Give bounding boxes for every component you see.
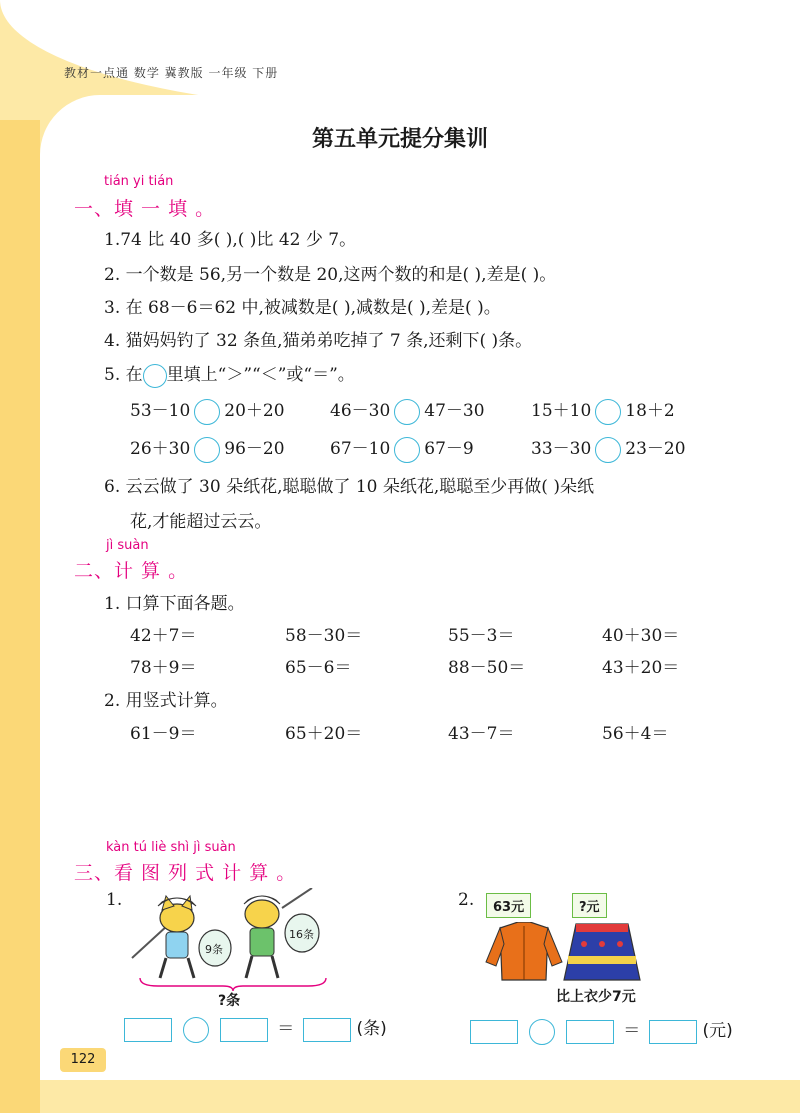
calc-item: 61－9＝ bbox=[130, 724, 197, 744]
fill-q3: 3. 在 68－6＝62 中,被减数是( ),减数是( ),差是( )。 bbox=[104, 298, 501, 318]
calc-item: 40＋30＝ bbox=[602, 626, 680, 646]
compare-item: 46－30 47－30 bbox=[330, 396, 485, 425]
compare-circle[interactable] bbox=[194, 399, 220, 425]
section1-title: 一、填 一 填 。 bbox=[74, 198, 216, 220]
calc-item: 43＋20＝ bbox=[602, 658, 680, 678]
pic-problem2-number: 2. bbox=[458, 890, 475, 910]
calc-item: 78＋9＝ bbox=[130, 658, 197, 678]
calc-item: 42＋7＝ bbox=[130, 626, 197, 646]
compare-circle[interactable] bbox=[394, 399, 420, 425]
comparison-note: 比上衣少7元 bbox=[556, 989, 636, 1005]
calc-item: 65＋20＝ bbox=[285, 724, 363, 744]
answer-box[interactable] bbox=[303, 1018, 351, 1042]
compare-item: 53－10 20＋20 bbox=[130, 396, 285, 425]
equation-row-2 bbox=[470, 1016, 733, 1045]
book-header: 教材一点通 数学 冀教版 一年级 下册 bbox=[64, 66, 279, 80]
section3-pinyin: kàn tú liè shì jì suàn bbox=[106, 840, 236, 855]
compare-item: 26＋30 96－20 bbox=[130, 434, 285, 463]
answer-box[interactable] bbox=[566, 1020, 614, 1044]
fill-q5 bbox=[104, 360, 355, 388]
calc-q2: 2. 用竖式计算。 bbox=[104, 691, 228, 711]
calc-item: 56＋4＝ bbox=[602, 724, 669, 744]
equation-row-1 bbox=[124, 1014, 387, 1043]
answer-box[interactable] bbox=[124, 1018, 172, 1042]
compare-circle-sample bbox=[143, 364, 167, 388]
jacket-skirt-illustration bbox=[480, 922, 660, 984]
section2-pinyin: jì suàn bbox=[106, 538, 149, 553]
price-tag-jacket: 63元 bbox=[486, 893, 531, 918]
pic-problem1-number: 1. bbox=[106, 890, 123, 910]
section1-pinyin: tián yi tián bbox=[104, 174, 174, 189]
compare-circle[interactable] bbox=[394, 437, 420, 463]
page-number: 122 bbox=[60, 1048, 106, 1072]
compare-item: 67－10 67－9 bbox=[330, 434, 474, 463]
cats-fishing-illustration bbox=[122, 888, 332, 988]
operator-circle[interactable] bbox=[183, 1017, 209, 1043]
compare-item: 33－30 23－20 bbox=[531, 434, 686, 463]
answer-box[interactable] bbox=[649, 1020, 697, 1044]
fill-q5-prefix: 5. 在 bbox=[104, 365, 143, 385]
fill-q4: 4. 猫妈妈钓了 32 条鱼,猫弟弟吃掉了 7 条,还剩下( )条。 bbox=[104, 331, 533, 351]
calc-item: 55－3＝ bbox=[448, 626, 515, 646]
bag2-label: 16条 bbox=[289, 928, 314, 941]
calc-item: 88－50＝ bbox=[448, 658, 526, 678]
compare-item: 15＋10 18＋2 bbox=[531, 396, 675, 425]
section2-title: 二、计 算 。 bbox=[74, 560, 189, 582]
unit-label: (条) bbox=[356, 1019, 387, 1039]
bag1-label: 9条 bbox=[205, 943, 223, 956]
operator-circle[interactable] bbox=[529, 1019, 555, 1045]
calc-item: 43－7＝ bbox=[448, 724, 515, 744]
equals-sign: ＝ bbox=[277, 1019, 295, 1039]
answer-box[interactable] bbox=[470, 1020, 518, 1044]
compare-circle[interactable] bbox=[595, 437, 621, 463]
fill-q6-line2: 花,才能超过云云。 bbox=[130, 512, 272, 532]
brace-label: ?条 bbox=[218, 993, 241, 1009]
fill-q1: 1.74 比 40 多( ),( )比 42 少 7。 bbox=[104, 230, 357, 250]
price-tag-skirt: ?元 bbox=[572, 893, 607, 918]
unit-label: (元) bbox=[702, 1021, 733, 1041]
calc-item: 65－6＝ bbox=[285, 658, 352, 678]
side-band bbox=[0, 120, 40, 1113]
calc-item: 58－30＝ bbox=[285, 626, 363, 646]
compare-circle[interactable] bbox=[595, 399, 621, 425]
top-curve bbox=[0, 0, 800, 110]
calc-q1: 1. 口算下面各题。 bbox=[104, 594, 245, 614]
answer-box[interactable] bbox=[220, 1018, 268, 1042]
compare-circle[interactable] bbox=[194, 437, 220, 463]
fill-q2: 2. 一个数是 56,另一个数是 20,这两个数的和是( ),差是( )。 bbox=[104, 265, 557, 285]
equals-sign: ＝ bbox=[623, 1021, 641, 1041]
fill-q6-line1: 6. 云云做了 30 朵纸花,聪聪做了 10 朵纸花,聪聪至少再做( )朵纸 bbox=[104, 477, 594, 497]
fill-q5-suffix: 里填上“＞”“＜”或“＝”。 bbox=[166, 365, 355, 385]
section3-title: 三、看 图 列 式 计 算 。 bbox=[74, 862, 297, 884]
page-title: 第五单元提分集训 bbox=[311, 126, 488, 152]
